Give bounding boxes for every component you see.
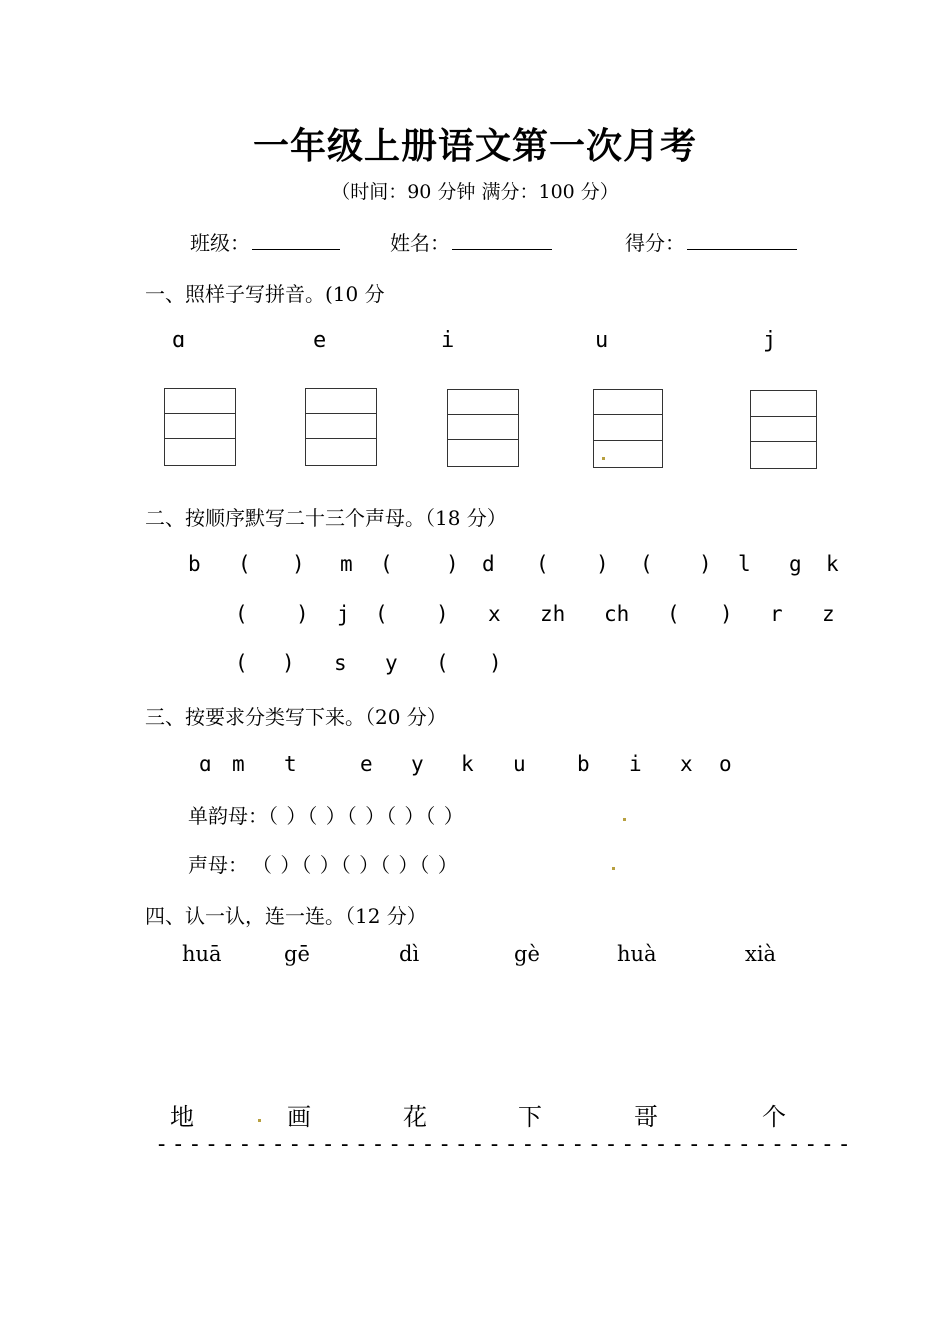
pinyin-writing-grid[interactable] bbox=[305, 388, 377, 466]
seq-item: ( bbox=[536, 552, 549, 576]
hanzi-character[interactable]: 地 bbox=[170, 1103, 194, 1131]
seq-item: ) bbox=[489, 651, 502, 675]
seq-item: ( bbox=[667, 602, 680, 626]
seq-item: m bbox=[340, 552, 353, 576]
score-blank[interactable] bbox=[687, 229, 797, 250]
section4-heading: 四、认一认，连一连。（12 分） bbox=[145, 904, 427, 928]
sort-letter: b bbox=[577, 752, 590, 776]
pinyin-writing-grid[interactable] bbox=[750, 390, 817, 469]
class-blank[interactable] bbox=[252, 229, 340, 250]
initial-row bbox=[188, 849, 459, 878]
score-field bbox=[625, 227, 797, 256]
example-letter: e bbox=[313, 328, 327, 353]
hanzi-character[interactable]: 个 bbox=[762, 1103, 786, 1131]
seq-item: ( bbox=[238, 552, 251, 576]
section3-heading: 三、按要求分类写下来。（20 分） bbox=[145, 705, 447, 729]
example-letter: u bbox=[595, 328, 609, 353]
example-letter: ɑ bbox=[172, 328, 186, 353]
sort-letter: x bbox=[680, 752, 693, 776]
seq-item: ) bbox=[596, 552, 609, 576]
seq-item: ( bbox=[235, 602, 248, 626]
seq-item: g bbox=[789, 552, 802, 576]
ink-dot bbox=[602, 457, 605, 460]
sort-letter: k bbox=[461, 752, 474, 776]
sort-letter: ɑ bbox=[199, 752, 212, 776]
seq-item: d bbox=[482, 552, 495, 576]
sort-letter: e bbox=[360, 752, 373, 776]
hanzi-character[interactable]: 花 bbox=[403, 1103, 427, 1131]
ink-dot bbox=[623, 818, 626, 821]
pinyin-word[interactable]: gè bbox=[514, 942, 540, 966]
score-label: 得分： bbox=[625, 231, 685, 255]
seq-item: ( bbox=[235, 651, 248, 675]
hanzi-character[interactable]: 画 bbox=[287, 1103, 311, 1131]
pinyin-writing-grid[interactable] bbox=[164, 388, 236, 466]
ink-dot bbox=[258, 1119, 261, 1122]
class-field bbox=[190, 227, 340, 256]
vowel-row bbox=[188, 800, 465, 829]
pinyin-word[interactable]: gē bbox=[284, 942, 310, 966]
seq-item: ch bbox=[604, 602, 630, 626]
sort-letter: y bbox=[411, 752, 424, 776]
section1-heading: 一、照样子写拼音。(10 分 bbox=[145, 282, 385, 306]
example-letter: i bbox=[441, 328, 455, 353]
seq-item: ) bbox=[446, 552, 459, 576]
name-blank[interactable] bbox=[452, 229, 552, 250]
hanzi-character[interactable]: 哥 bbox=[634, 1103, 658, 1131]
seq-item: ) bbox=[282, 651, 295, 675]
seq-item: ( bbox=[375, 602, 388, 626]
seq-item: ) bbox=[436, 602, 449, 626]
pinyin-word[interactable]: dì bbox=[399, 942, 420, 966]
exam-time-score: （时间：90 分钟 满分：100 分） bbox=[331, 181, 619, 203]
initial-answer-parens[interactable]: （ ）（ ）（ ）（ ）（ ） bbox=[262, 853, 459, 877]
seq-item: ) bbox=[292, 552, 305, 576]
seq-item: zh bbox=[540, 602, 566, 626]
seq-item: ) bbox=[720, 602, 733, 626]
seq-item: ( bbox=[380, 552, 393, 576]
name-label: 姓名： bbox=[390, 231, 450, 255]
cut-line: ------------------------------------------ bbox=[155, 1132, 855, 1157]
pinyin-writing-grid[interactable] bbox=[447, 389, 519, 467]
page-title: 一年级上册语文第一次月考 bbox=[252, 125, 697, 167]
sort-letter: u bbox=[513, 752, 526, 776]
seq-item: ( bbox=[640, 552, 653, 576]
seq-item: s bbox=[334, 651, 347, 675]
seq-item: ( bbox=[436, 651, 449, 675]
seq-item: z bbox=[822, 602, 835, 626]
pinyin-word[interactable]: xià bbox=[745, 942, 777, 966]
sort-letter: t bbox=[284, 752, 297, 776]
sort-letter: o bbox=[719, 752, 732, 776]
sort-letter: m bbox=[232, 752, 245, 776]
class-label: 班级： bbox=[190, 231, 250, 255]
seq-item: b bbox=[188, 552, 201, 576]
example-letter: j bbox=[763, 328, 777, 353]
seq-item: ) bbox=[296, 602, 309, 626]
pinyin-word[interactable]: huà bbox=[617, 942, 657, 966]
pinyin-word[interactable]: huā bbox=[182, 942, 222, 966]
hanzi-character[interactable]: 下 bbox=[518, 1103, 542, 1131]
seq-item: y bbox=[385, 651, 398, 675]
seq-item: k bbox=[826, 552, 839, 576]
seq-item: ) bbox=[699, 552, 712, 576]
seq-item: r bbox=[770, 602, 783, 626]
vowel-label: 单韵母： bbox=[188, 804, 268, 828]
vowel-answer-parens[interactable]: （ ）（ ）（ ）（ ）（ ） bbox=[268, 804, 465, 828]
ink-dot bbox=[612, 867, 615, 870]
section2-heading: 二、按顺序默写二十三个声母。（18 分） bbox=[145, 506, 507, 530]
name-field bbox=[390, 227, 552, 256]
seq-item: l bbox=[738, 552, 751, 576]
sort-letter: i bbox=[629, 752, 642, 776]
seq-item: j bbox=[337, 602, 350, 626]
initial-label: 声母： bbox=[188, 853, 248, 877]
seq-item: x bbox=[488, 602, 501, 626]
